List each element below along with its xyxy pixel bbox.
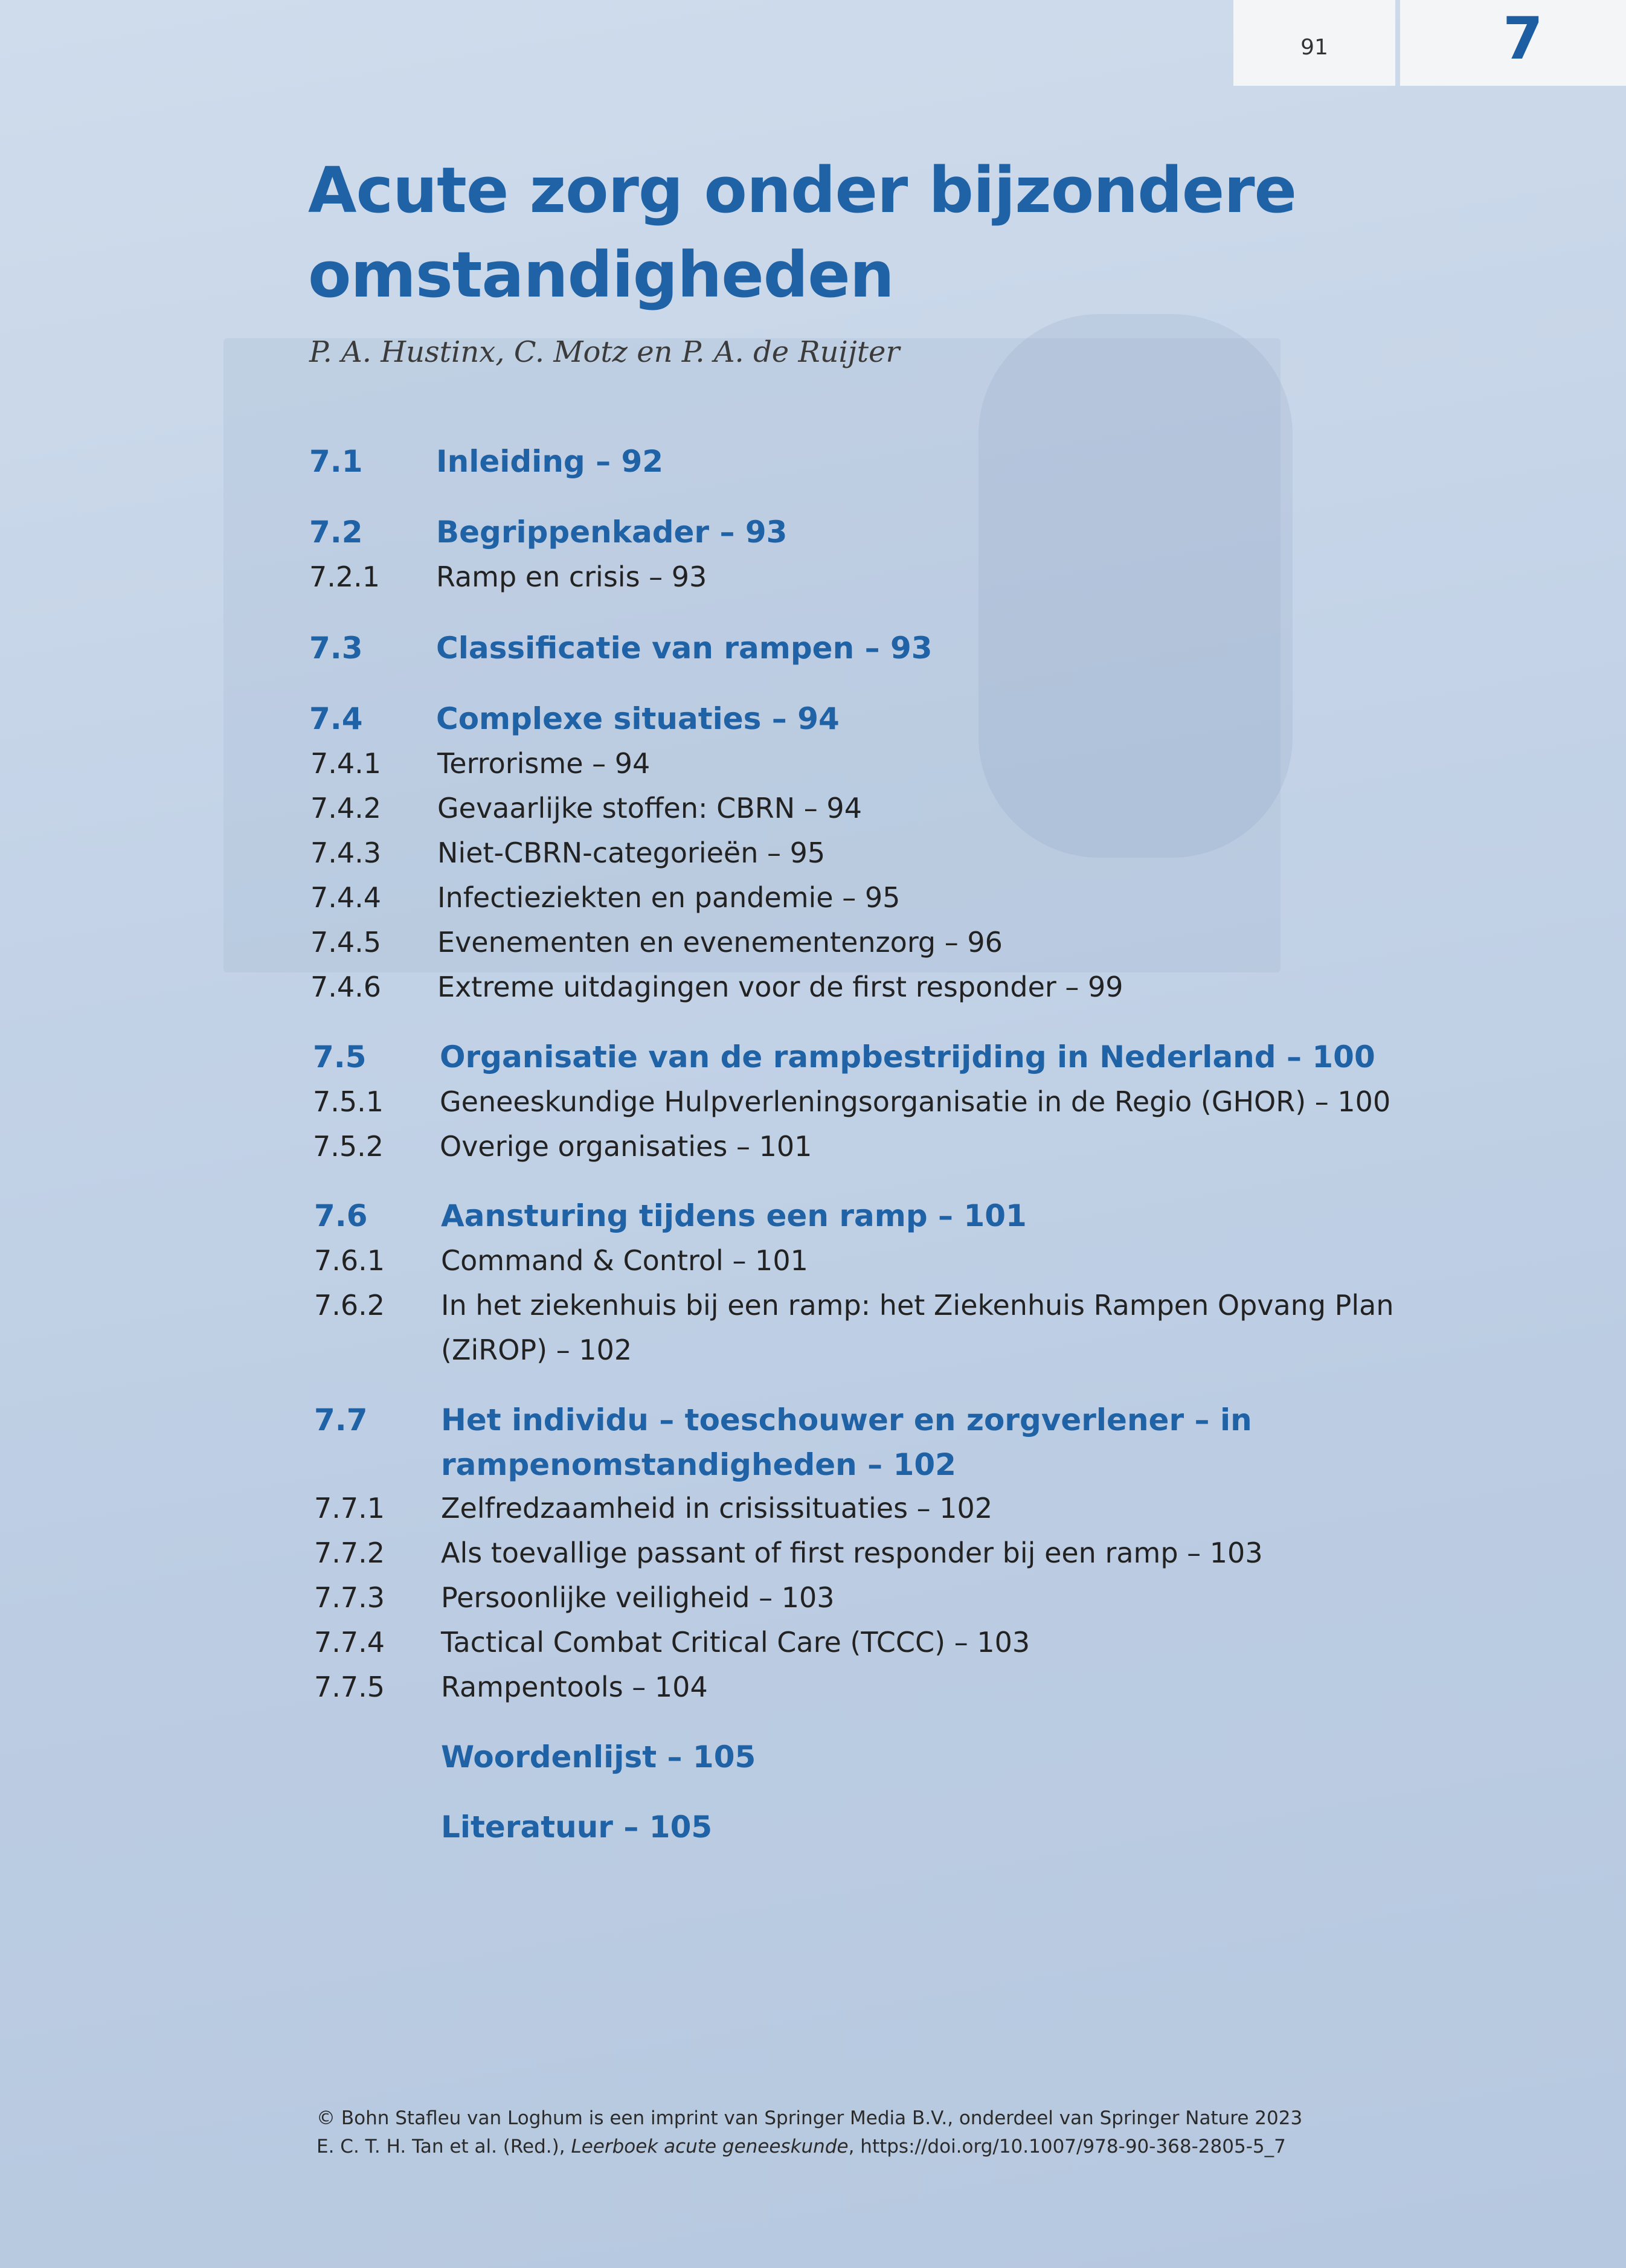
toc-number: 7.7.3 bbox=[314, 1581, 385, 1614]
toc-title: Complexe situaties – 94 bbox=[436, 701, 840, 736]
toc-number: 7.3 bbox=[309, 631, 363, 666]
toc-number: 7.6 bbox=[314, 1198, 368, 1233]
toc-title: Gevaarlijke stoffen: CBRN – 94 bbox=[437, 792, 862, 824]
toc-number: 7.7 bbox=[314, 1402, 368, 1438]
toc-number: 7.2.1 bbox=[309, 561, 381, 593]
toc-number: 7.4.3 bbox=[310, 837, 382, 869]
toc-number: 7.7.1 bbox=[314, 1492, 385, 1524]
footer-citation-prefix: E. C. T. H. Tan et al. (Red.), bbox=[317, 2136, 571, 2157]
toc-title: Organisatie van de rampbestrijding in Nederland – 100 bbox=[440, 1039, 1375, 1075]
toc-number: 7.5.2 bbox=[313, 1130, 384, 1163]
toc-title: Het individu – toeschouwer en zorgverlener – in bbox=[441, 1402, 1252, 1438]
chapter-title-line1: Acute zorg onder bijzondere bbox=[308, 153, 1297, 227]
toc-number: 7.4.2 bbox=[310, 792, 382, 824]
toc-title: Evenementen en evenementenzorg – 96 bbox=[437, 926, 1003, 959]
toc-number: 7.6.2 bbox=[314, 1289, 385, 1322]
page-number-tab bbox=[1233, 0, 1395, 86]
chapter-number: 7 bbox=[1503, 5, 1543, 72]
toc-title: Inleiding – 92 bbox=[436, 444, 664, 479]
toc-number: 7.4.6 bbox=[310, 971, 382, 1003]
toc-number: 7.7.2 bbox=[314, 1537, 385, 1569]
toc-title: (ZiROP) – 102 bbox=[441, 1334, 632, 1366]
toc-title: Zelfredzaamheid in crisissituaties – 102 bbox=[441, 1492, 993, 1524]
toc-title: In het ziekenhuis bij een ramp: het Ziekenhuis Rampen Opvang Plan bbox=[441, 1289, 1394, 1322]
toc-number: 7.5.1 bbox=[313, 1085, 384, 1118]
chapter-title bbox=[308, 148, 1456, 317]
toc-number: 7.4 bbox=[309, 701, 363, 736]
toc-number: 7.6.1 bbox=[314, 1244, 385, 1277]
footer-citation-line bbox=[317, 2133, 1464, 2161]
toc-title: Niet-CBRN-categorieën – 95 bbox=[437, 837, 826, 869]
copyright-footer bbox=[317, 2104, 1464, 2161]
chapter-title-line2: omstandigheden bbox=[308, 238, 894, 312]
toc-title: Persoonlijke veiligheid – 103 bbox=[441, 1581, 835, 1614]
toc-number: 7.1 bbox=[309, 444, 363, 479]
toc-title: Overige organisaties – 101 bbox=[440, 1130, 812, 1163]
toc-number: 7.2 bbox=[309, 515, 363, 550]
page-number: 91 bbox=[1300, 35, 1328, 60]
toc-title: Classificatie van rampen – 93 bbox=[436, 631, 933, 666]
toc-title: Aansturing tijdens een ramp – 101 bbox=[441, 1198, 1027, 1233]
toc-title: Extreme uitdagingen voor de first responder – 99 bbox=[437, 971, 1123, 1003]
toc-title: Literatuur – 105 bbox=[441, 1810, 713, 1845]
toc-title: Begrippenkader – 93 bbox=[436, 515, 788, 550]
toc-title: Woordenlijst – 105 bbox=[441, 1740, 756, 1775]
toc-title: Ramp en crisis – 93 bbox=[436, 561, 707, 593]
toc-title: Infectieziekten en pandemie – 95 bbox=[437, 881, 901, 914]
toc-title: Command & Control – 101 bbox=[441, 1244, 808, 1277]
toc-number: 7.4.4 bbox=[310, 881, 382, 914]
chapter-tab bbox=[1400, 0, 1626, 86]
toc-title: Geneeskundige Hulpverleningsorganisatie in de Regio (GHOR) – 100 bbox=[440, 1085, 1391, 1118]
toc-title: Als toevallige passant of first responder bij een ramp – 103 bbox=[441, 1537, 1263, 1569]
toc-title: Rampentools – 104 bbox=[441, 1671, 708, 1703]
show-through-figure bbox=[978, 314, 1293, 858]
toc-number: 7.5 bbox=[313, 1039, 367, 1075]
authors: P. A. Hustinx, C. Motz en P. A. de Ruijter bbox=[309, 335, 900, 369]
toc-number: 7.4.5 bbox=[310, 926, 382, 959]
toc-title: Terrorisme – 94 bbox=[437, 747, 651, 780]
footer-doi: , https://doi.org/10.1007/978-90-368-2805-5_7 bbox=[848, 2136, 1286, 2157]
toc-title: rampenomstandigheden – 102 bbox=[441, 1447, 956, 1482]
toc-title: Tactical Combat Critical Care (TCCC) – 103 bbox=[441, 1626, 1030, 1659]
toc-number: 7.7.4 bbox=[314, 1626, 385, 1659]
toc-number: 7.7.5 bbox=[314, 1671, 385, 1703]
footer-book-title: Leerboek acute geneeskunde bbox=[571, 2136, 849, 2157]
footer-copyright-line: © Bohn Stafleu van Loghum is een imprint van Springer Media B.V., onderdeel van Springer Nature 2023 bbox=[317, 2107, 1303, 2129]
toc-number: 7.4.1 bbox=[310, 747, 382, 780]
